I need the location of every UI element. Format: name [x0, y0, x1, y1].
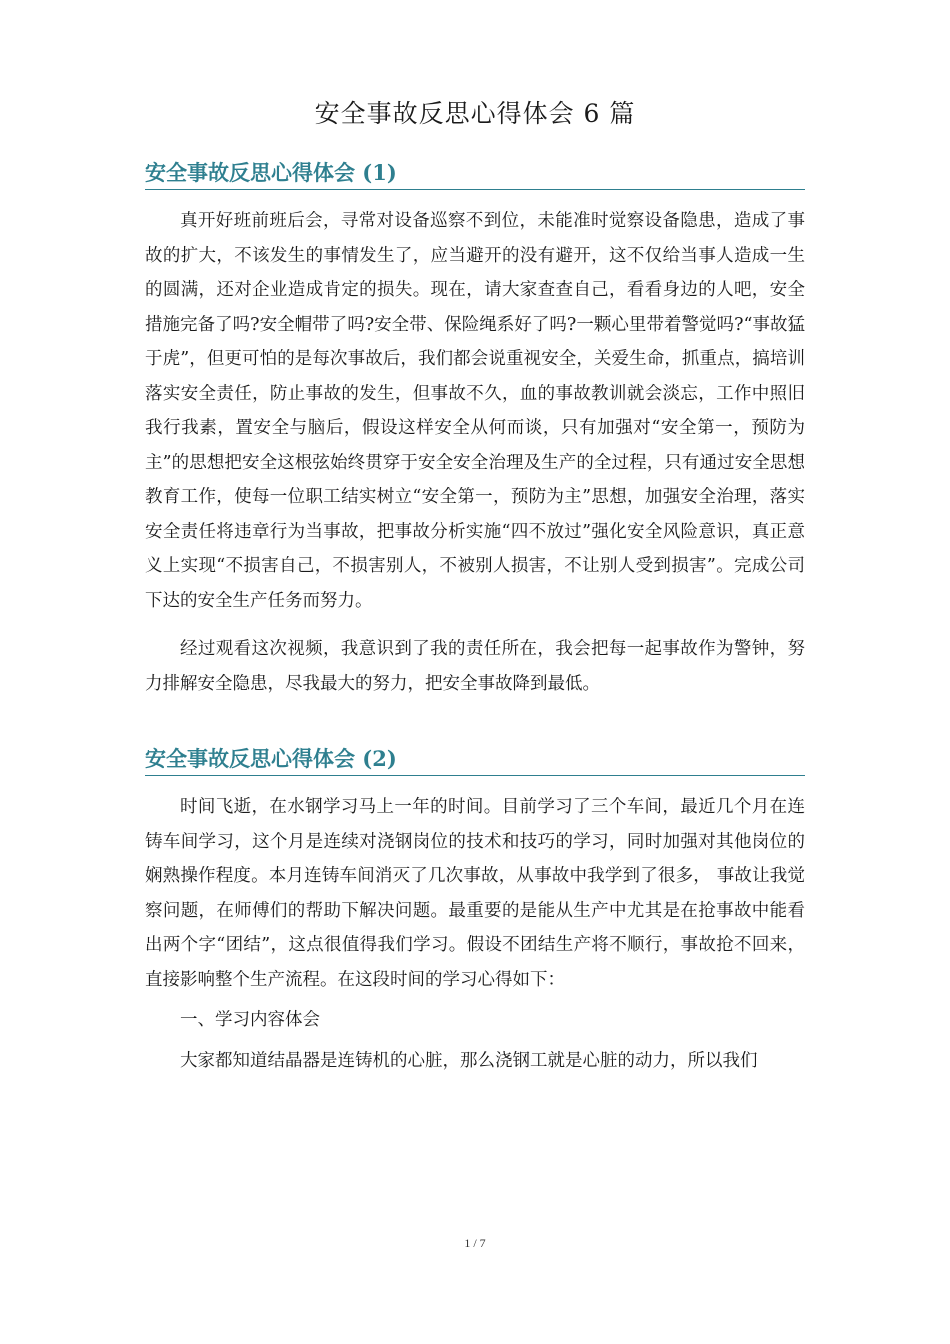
section-1: [145, 158, 805, 701]
section-2: [145, 744, 805, 1078]
paragraph: 真开好班前班后会，寻常对设备巡察不到位，未能准时觉察设备隐患，造成了事故的扩大，不该发生的事情发生了，应当避开的没有避开，这不仅给当事人造成一生的圆满，还对企业造成肯定的损失。现在，请大家查查自己，看看身边的人吧，安全措施完备了吗?安全帽带了吗?安全带、保险绳系好了吗?一颗心里带着警觉吗?“事故猛于虎”，但更可怕的是每次事故后，我们都会说重视安全，关爱生命，抓重点，搞培训落实安全责任，防止事故的发生，但事故不久，血的事故教训就会淡忘，工作中照旧我行我素，置安全与脑后，假设这样安全从何而谈，只有加强对“安全第一，预防为主”的思想把安全这根弦始终贯穿于安全安全治理及生产的全过程，只有通过安全思想教育工作，使每一位职工结实树立“安全第一，预防为主”思想，加强安全治理，落实安全责任将违章行为当事故，把事故分析实施“四不放过”强化安全风险意识，真正意义上实现“不损害自己，不损害别人，不被别人损害，不让别人受到损害”。完成公司下达的安全生产任务而努力。: [145, 211, 805, 611]
paragraph: 时间飞逝，在水钢学习马上一年的时间。目前学习了三个车间，最近几个月在连铸车间学习，这个月是连续对浇钢岗位的技术和技巧的学习，同时加强对其他岗位的娴熟操作程度。本月连铸车间消灭了几次事故，从事故中我学到了很多， 事故让我觉察问题，在师傅们的帮助下解决问题。最重要的是能从生产中尤其是在抢事故中能看出两个字“团结”，这点很值得我们学习。假设不团结生产将不顺行，事故抢不回来，直接影响整个生产流程。在这段时间的学习心得如下：: [145, 797, 805, 990]
page-number: 1 / 7: [464, 1236, 486, 1250]
paragraph: 大家都知道结晶器是连铸机的心脏，那么浇钢工就是心脏的动力，所以我们: [180, 1050, 758, 1071]
section-heading: 安全事故反思心得体会 (2): [145, 744, 805, 776]
section-heading: 安全事故反思心得体会 (1): [145, 158, 805, 190]
page-title: 安全事故反思心得体会 6 篇: [314, 99, 636, 128]
list-subheading: 一、学习内容体会: [180, 1010, 320, 1030]
paragraph: 经过观看这次视频，我意识到了我的责任所在，我会把每一起事故作为警钟，努力排解安全隐患，尽我最大的努力，把安全事故降到最低。: [145, 639, 805, 694]
